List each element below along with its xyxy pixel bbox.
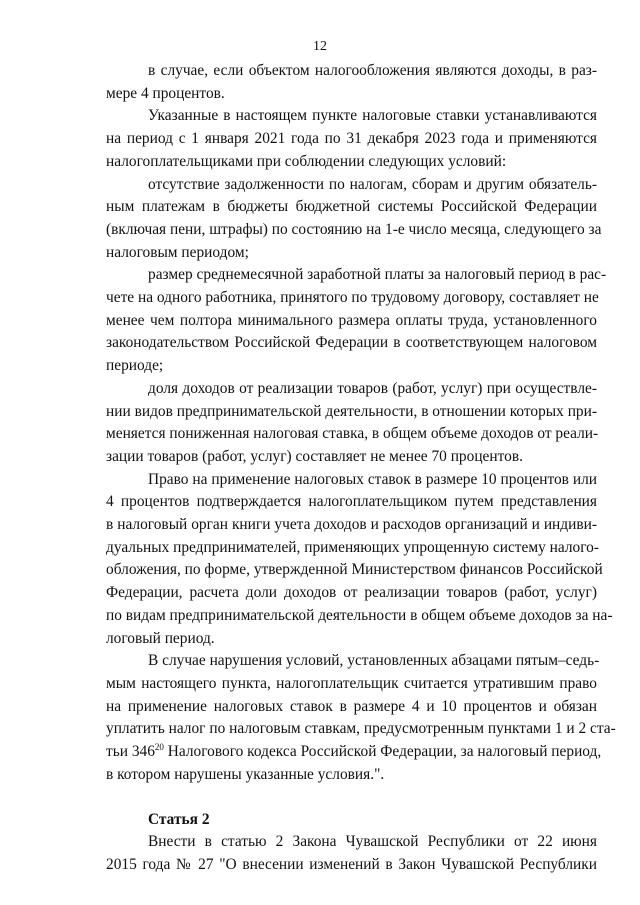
text-line: (включая пени, штрафы) по состоянию на 1-е число месяца, следующего за — [106, 220, 602, 238]
text-line: Право на применение налоговых ставок в размере 10 процентов или — [148, 470, 597, 488]
text-line: в случае, если объектом налогообложения являются доходы, в раз- — [148, 62, 597, 79]
paragraph — [106, 650, 616, 786]
page-number: 12 — [313, 39, 327, 54]
text-line: чете на одного работника, принятого по трудовому договору, составляет не — [106, 289, 599, 307]
text-line: обложения, по форме, утвержденной Министерством финансов Российской — [106, 561, 603, 579]
text-line — [106, 741, 602, 764]
text-line: 4 процентов подтверждается налогоплательщиком путем представления — [106, 493, 597, 511]
text-fragment: Налогового кодекса Российской Федерации, за налоговый период, — [163, 743, 602, 761]
paragraph — [106, 378, 597, 469]
text-line: менее чем полтора минимального размера оплаты труда, установленного — [106, 311, 597, 329]
text-line: Внести в статью 2 Закона Чувашской Республики от 22 июня — [148, 833, 597, 851]
text-line: уплатить налог по налоговым ставкам, предусмотренным пунктами 1 и 2 ста- — [106, 720, 616, 738]
text-fragment: тьи 346 — [106, 743, 155, 761]
document-body — [106, 60, 616, 877]
text-line: на период с 1 января 2021 года по 31 декабря 2023 года и применяются — [106, 130, 597, 148]
text-line: отсутствие задолженности по налогам, сборам и другим обязатель- — [148, 175, 597, 193]
text-line: нии видов предпринимательской деятельности, в отношении которых при- — [106, 402, 597, 420]
text-line: меняется пониженная налоговая ставка, в общем объеме доходов от реали- — [106, 425, 599, 443]
text-line: В случае нарушения условий, установленных абзацами пятым–седь- — [148, 652, 600, 670]
paragraph — [106, 264, 607, 378]
text-line: в налоговый орган книги учета доходов и расходов организаций и индиви- — [106, 516, 597, 534]
article-heading: Статья 2 — [148, 810, 210, 828]
text-line: доля доходов от реализации товаров (работ, услуг) при осуществле- — [148, 379, 597, 397]
text-line: налоговым периодом; — [106, 243, 249, 261]
text-line: мере 4 процентов. — [106, 84, 225, 102]
superscript: 20 — [154, 741, 164, 752]
text-line: законодательством Российской Федерации в соответствующем налоговом — [106, 334, 597, 352]
text-line: зации товаров (работ, услуг) составляет не менее 70 процентов. — [106, 447, 523, 465]
text-line: периоде; — [106, 357, 164, 375]
text-line: дуальных предпринимателей, применяющих упрощенную систему налого- — [106, 538, 599, 556]
text-line: в котором нарушены указанные условия.". — [106, 765, 385, 783]
text-line: Федерации, расчета доли доходов от реализации товаров (работ, услуг) — [106, 584, 597, 602]
text-line: Указанные в настоящем пункте налоговые ставки устанавливаются — [148, 107, 597, 125]
paragraph — [106, 105, 597, 173]
text-line: 2015 года № 27 "О внесении изменений в Закон Чувашской Республики — [106, 855, 597, 873]
text-line: мым настоящего пункта, налогоплательщик считается утратившим право — [106, 674, 597, 692]
text-line: ным платежам в бюджеты бюджетной системы Российской Федерации — [106, 198, 597, 216]
text-line: налогоплательщиками при соблюдении следующих условий: — [106, 152, 507, 170]
text-line: по видам предпринимательской деятельности в общем объеме доходов за на- — [106, 606, 613, 624]
text-line: размер среднемесячной заработной платы за налоговый период в рас- — [148, 266, 607, 284]
paragraph — [106, 174, 602, 265]
paragraph — [106, 831, 597, 876]
text-line: логовый период. — [106, 629, 215, 647]
paragraph — [106, 60, 597, 105]
paragraph — [106, 469, 613, 651]
text-line: на применение налоговых ставок в размере 4 и 10 процентов и обязан — [106, 697, 597, 715]
